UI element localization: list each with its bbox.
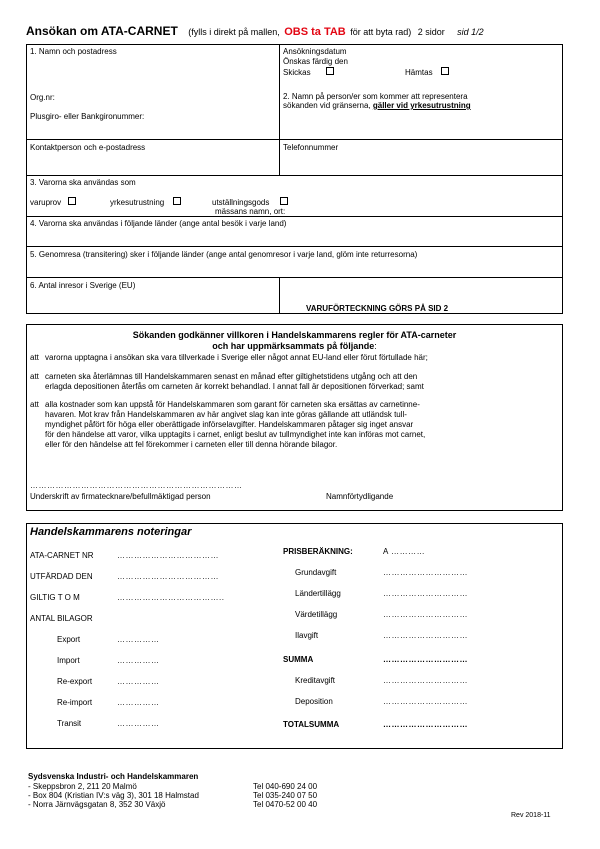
- divider: [279, 277, 280, 314]
- professional-equipment-checkbox[interactable]: [173, 197, 181, 205]
- contact-field[interactable]: [27, 153, 278, 174]
- revision-label: Rev 2018-11: [511, 812, 551, 819]
- page-title: Ansökan om ATA-CARNET: [26, 24, 178, 38]
- signature-field[interactable]: [30, 466, 270, 488]
- countries-field[interactable]: [27, 229, 562, 245]
- application-date-label: Ansökningsdatum: [283, 47, 347, 56]
- fair-name-label: mässans namn, ort:: [215, 207, 286, 216]
- name-clarification-field[interactable]: [320, 466, 550, 488]
- field-2-label: 2. Namn på person/er som kommer att representera: [283, 92, 468, 101]
- phone-label: Telefonnummer: [283, 143, 339, 152]
- term-2-text: carneten ska återlämnas till Handelskammaren senast en månad efter giltighetstidens utgång och att den: [45, 372, 418, 381]
- field-2-text: sökanden vid gränserna,: [283, 101, 371, 110]
- term-3-text: alla kostnader som kan uppstå för Handelskammaren som garant för carneten ska ersättas av carnetinne-: [45, 400, 420, 409]
- value-surcharge-label: Värdetillägg: [295, 610, 338, 619]
- base-fee-label: Grundavgift: [295, 568, 337, 577]
- import-label: Import: [57, 656, 80, 665]
- pickup-option-label: Hämtas: [405, 68, 433, 77]
- terms-subheading: [26, 342, 563, 351]
- express-fee-field[interactable]: …………………………: [383, 631, 468, 640]
- header-page-no: sid 1/2: [457, 27, 484, 37]
- value-surcharge-field[interactable]: …………………………: [383, 610, 468, 619]
- sum-field[interactable]: …………………………: [383, 655, 468, 664]
- field-6-label: 6. Antal inresor i Sverige (EU): [30, 281, 136, 290]
- field-5-label: 5. Genomresa (transitering) sker i följande länder (ange antal genomresor i varje land, glöm inte returresorna): [30, 250, 418, 259]
- carnet-nr-field[interactable]: ………………………………: [117, 551, 219, 560]
- header-obs: OBS ta TAB: [284, 26, 346, 38]
- sum-label: SUMMA: [283, 655, 314, 664]
- field-1-label: 1. Namn och postadress: [30, 47, 117, 56]
- exhibition-goods-checkbox[interactable]: [280, 197, 288, 205]
- term-1-att: att: [30, 353, 39, 362]
- export-label: Export: [57, 635, 81, 644]
- import-field[interactable]: ……………: [117, 656, 160, 665]
- entries-field[interactable]: [27, 291, 278, 313]
- phone-field[interactable]: [280, 153, 562, 174]
- sample-goods-label: varuprov: [30, 198, 62, 207]
- export-field[interactable]: ……………: [117, 635, 160, 644]
- transit-field[interactable]: [27, 260, 562, 276]
- term-2-att: att: [30, 372, 39, 381]
- footer-organization: Sydsvenska Industri- och Handelskammaren: [28, 772, 199, 781]
- footer-phone-vaxjo: Tel 0470-52 00 40: [253, 800, 318, 809]
- footer-address-halmstad: - Box 804 (Kristian IV:s väg 3), 301 18 Halmstad: [28, 791, 199, 800]
- valid-until-field[interactable]: ………………………………..: [117, 593, 225, 602]
- total-sum-label: TOTALSUMMA: [283, 720, 340, 729]
- footer-phone-halmstad: Tel 035-240 07 50: [253, 791, 318, 800]
- price-a-field[interactable]: A …………: [383, 547, 426, 556]
- representative-field[interactable]: [280, 112, 562, 138]
- footer-address-vaxjo: - Norra Järnvägsgatan 8, 352 30 Växjö: [28, 800, 166, 809]
- re-import-field[interactable]: ……………: [117, 698, 160, 707]
- contact-label: Kontaktperson och e-postadress: [30, 143, 146, 152]
- desired-date-label: Önskas färdig den: [283, 57, 348, 66]
- divider: [26, 246, 563, 247]
- plusgiro-label: Plusgiro- eller Bankgironummer:: [30, 112, 145, 121]
- terms-heading: Sökanden godkänner villkoren i Handelskammarens regler för ATA-carneter: [132, 330, 457, 340]
- credit-fee-field[interactable]: …………………………: [383, 676, 468, 685]
- header-note: (fylls i direkt på mallen,: [188, 27, 280, 37]
- footer-phone-malmo: Tel 040-690 24 00: [253, 782, 318, 791]
- terms-subheading-text: och har uppmärksammats på följande: [212, 341, 375, 351]
- field-2-label-line2: [283, 102, 471, 110]
- divider: [26, 277, 563, 278]
- issued-field[interactable]: ………………………………: [117, 572, 219, 581]
- attachments-label: ANTAL BILAGOR: [30, 614, 93, 623]
- divider: [26, 175, 563, 176]
- term-3-text-cont: myndighet påfört för höga eller oberättigade införselavgifter. Handelskammaren påtager sig inget ansvar: [45, 420, 414, 429]
- org-nr-label: Org.nr:: [30, 93, 55, 102]
- notes-title: Handelskammarens noteringar: [30, 526, 192, 538]
- terms-subheading-colon: :: [374, 341, 377, 351]
- exhibition-goods-label: utställningsgods: [212, 198, 270, 207]
- valid-until-label: GILTIG T O M: [30, 593, 80, 602]
- field-4-label: 4. Varorna ska användas i följande länder (ange antal besök i varje land): [30, 219, 287, 228]
- price-calculation-label: PRISBERÄKNING:: [283, 547, 353, 556]
- field-2-emphasis: gäller vid yrkesutrustning: [372, 101, 471, 110]
- base-fee-field[interactable]: …………………………: [383, 568, 468, 577]
- form-header: [26, 22, 586, 38]
- send-checkbox[interactable]: [326, 67, 334, 75]
- header-pages: 2 sidor: [417, 27, 445, 37]
- country-surcharge-label: Ländertillägg: [295, 589, 341, 598]
- carnet-nr-label: ATA-CARNET NR: [30, 551, 94, 560]
- term-3-text-cont: för den händelse att varor, vilka upptagits i carnet, enligt beslut av tullmyndighet inte kan införas mot carnet,: [45, 430, 426, 439]
- re-export-field[interactable]: ……………: [117, 677, 160, 686]
- goods-list-note: VARUFÖRTECKNING GÖRS PÅ SID 2: [306, 304, 449, 313]
- name-clarification-label: Namnförtydligande: [326, 492, 394, 501]
- name-address-field[interactable]: [27, 45, 278, 138]
- header-note-post: för att byta rad): [350, 27, 412, 37]
- re-import-label: Re-import: [57, 698, 93, 707]
- divider: [26, 216, 563, 217]
- footer-address-malmo: - Skeppsbron 2, 211 20 Malmö: [28, 782, 137, 791]
- express-fee-label: Ilavgift: [295, 631, 319, 640]
- pickup-checkbox[interactable]: [441, 67, 449, 75]
- credit-fee-label: Kreditavgift: [295, 676, 336, 685]
- total-sum-field[interactable]: …………………………: [383, 720, 468, 729]
- divider: [26, 139, 563, 140]
- country-surcharge-field[interactable]: …………………………: [383, 589, 468, 598]
- transit-label: Transit: [57, 719, 82, 728]
- deposit-field[interactable]: …………………………: [383, 697, 468, 706]
- term-1-text: varorna upptagna i ansökan ska vara tillverkade i Sverige eller något annat EU-land eller förut förtullade här;: [45, 353, 428, 362]
- sample-goods-checkbox[interactable]: [68, 197, 76, 205]
- issued-label: UTFÄRDAD DEN: [30, 572, 93, 581]
- send-option-label: Skickas: [283, 68, 311, 77]
- field-3-label: 3. Varorna ska användas som: [30, 178, 136, 187]
- term-3-att: att: [30, 400, 39, 409]
- signature-label: Underskrift av firmatecknare/befullmäktigad person: [30, 492, 211, 501]
- term-3-text-cont: eller för den händelse att fel förekommer i carneten eller till denna hörande bilagor.: [45, 440, 338, 449]
- transit-count-field[interactable]: ……………: [117, 719, 160, 728]
- term-3-text-cont: havaren. Mot krav från Handelskammaren av här angivet slag kan inte göras gällande att utländsk tull-: [45, 410, 407, 419]
- re-export-label: Re-export: [57, 677, 93, 686]
- signature-line: …………………………………………………………………: [30, 481, 243, 490]
- term-2-text-cont: erlagda depositionen återfås om carneten är korrekt behandlad. I annat fall är depositionen förverkad; samt: [45, 382, 424, 391]
- deposit-label: Deposition: [295, 697, 333, 706]
- professional-equipment-label: yrkesutrustning: [110, 198, 165, 207]
